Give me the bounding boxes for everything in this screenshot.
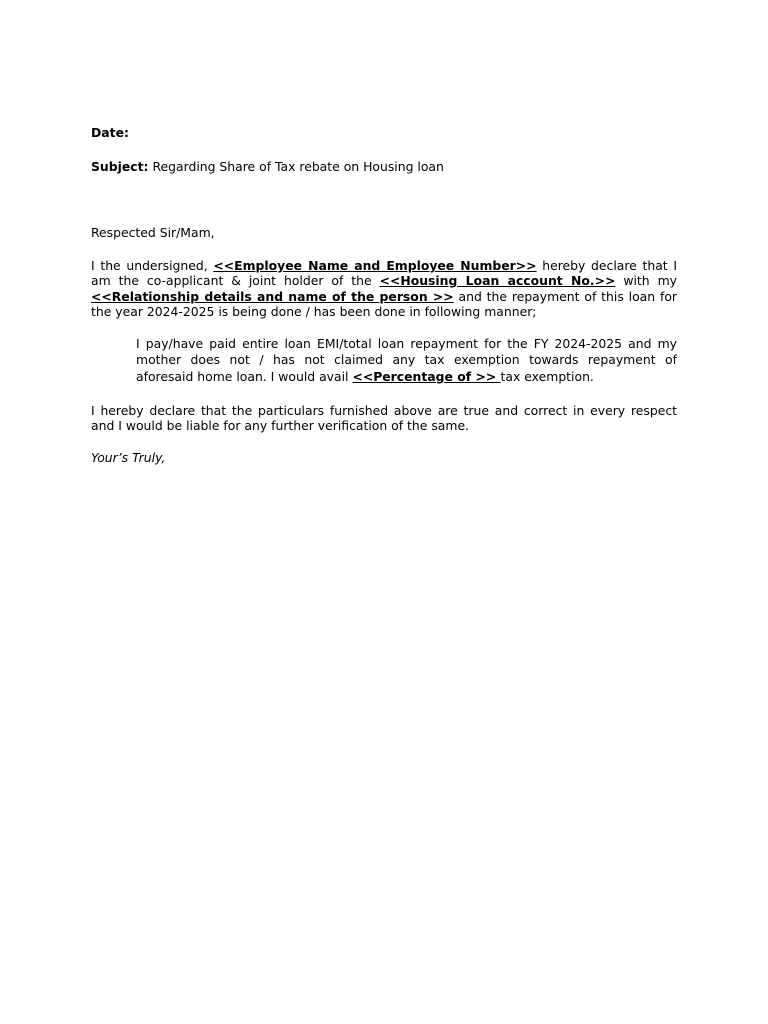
para2-line2: mother does not / has not claimed any tax exemption towards repayment of <box>136 352 677 367</box>
para3-line1: I hereby declare that the particulars furnished above are true and correct in every respect <box>91 403 677 418</box>
para1-line1-text-b: hereby declare that I <box>536 258 677 273</box>
loan-account-placeholder: <<Housing Loan account No.>> <box>379 273 616 288</box>
para2-line3-text-a: aforesaid home loan. I would avail <box>136 369 353 384</box>
salutation: Respected Sir/Mam, <box>91 225 215 240</box>
para1-line1-text-a: I the undersigned, <box>91 258 214 273</box>
para1-line4: the year 2024-2025 is being done / has been done in following manner; <box>91 304 537 319</box>
subject-label: Subject: <box>91 159 149 174</box>
para1-line2-text-b: with my <box>615 273 677 288</box>
para1-line3-text-b: and the repayment of this loan for <box>453 289 678 304</box>
para1-line3 <box>91 289 677 304</box>
date-label: Date: <box>91 125 129 140</box>
percentage-placeholder: <<Percentage of >> <box>352 369 501 384</box>
para1-line1 <box>91 258 677 273</box>
para1-line2-text-a: am the co-applicant & joint holder of the <box>91 273 380 288</box>
subject-line <box>91 159 444 174</box>
para3-line2: and I would be liable for any further verification of the same. <box>91 418 470 433</box>
para2-line3 <box>136 369 594 384</box>
employee-name-placeholder: <<Employee Name and Employee Number>> <box>213 258 537 273</box>
para2-line1: I pay/have paid entire loan EMI/total loan repayment for the FY 2024-2025 and my <box>136 336 677 351</box>
para1-line2 <box>91 273 677 288</box>
relationship-placeholder: <<Relationship details and name of the person >> <box>91 289 454 304</box>
para2-line3-text-b: tax exemption. <box>500 369 594 384</box>
subject-text: Regarding Share of Tax rebate on Housing loan <box>148 159 444 174</box>
closing: Your’s Truly, <box>91 450 166 465</box>
